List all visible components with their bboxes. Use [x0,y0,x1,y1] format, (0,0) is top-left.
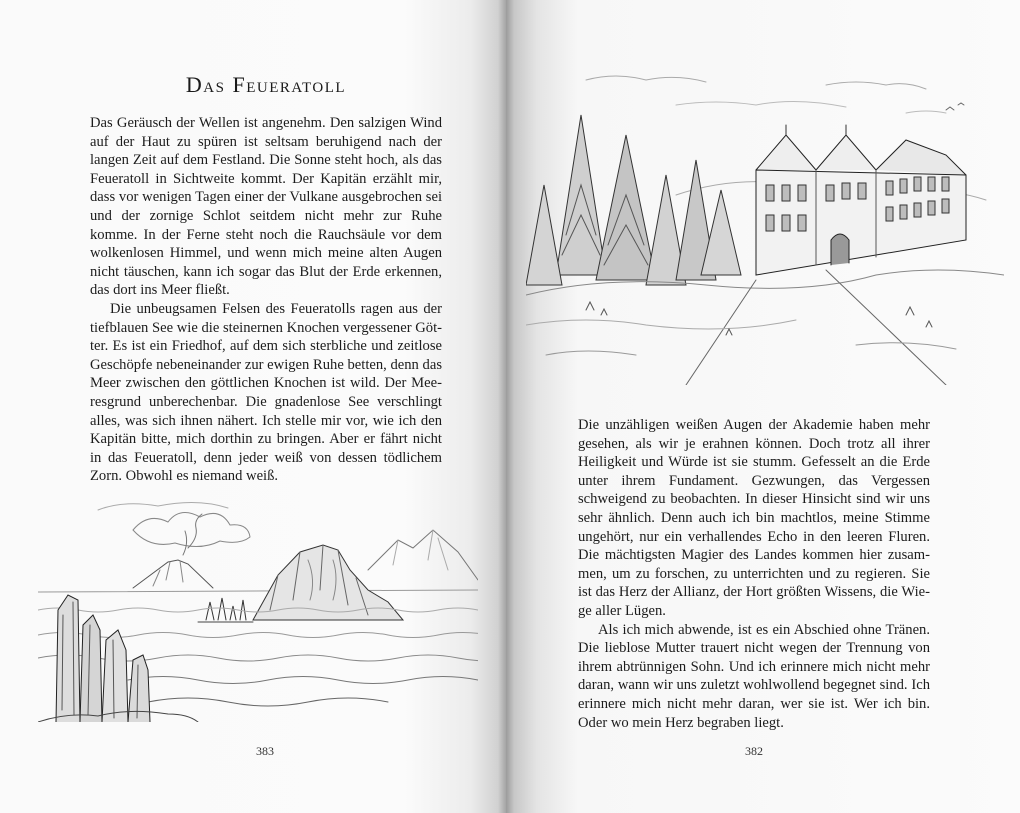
left-page [0,0,506,813]
book-gutter-shadow [498,0,514,813]
paragraph: Das Geräusch der Wellen ist angenehm. Den salzigen Wind auf der Haut zu spüren ist seltsam beruhigend nach der langen Zeit auf dem Festland. Die Sonne steht hoch, als das Feueratoll in Sichtweite kommt. Der Kapitän erzählt mir, dass vor wenigen Tagen einer der Vulkane ausgebrochen sei und der zornige Schlot seitdem nicht mehr zur Ruhe komme. In der Ferne steht noch die Rauchsäule vor dem wolkenlosen Himmel, und wenn mich meine alten Augen nicht täuschen, kann ich sogar das Blut der Erde erkennen, das dort ins Meer fließt. [90,115,442,299]
sea-volcano-illustration [38,490,478,722]
paragraph: Als ich mich abwende, ist es ein Abschied ohne Tränen. Die lieblose Mutter trauert nicht wegen der Trennung von ihrem abtrünnigen Sohn. Und ich erinnere mich nicht mehr daran, wann wir uns zuletzt wohlwollend begegnet sind. Ich erinnere mich nicht mehr daran, wer sie ist. Wer ich bin. Oder wo mein Herz begraben liegt. [578,621,930,731]
right-page-text [578,416,930,732]
academy-illustration [526,65,1004,385]
paragraph: Die unzähligen weißen Augen der Akademie haben mehr gesehen, als wir je erahnen können. Doch trotz all ihrer Heiligkeit und Würde ist sie stumm. Gefesselt an die Erde unter ihrem Fundament. Gezwungen, das Vergessen schweigend zu beobachten. In dieser Hinsicht sind wir uns sehr ähnlich. Denn auch ich bin machtlos, meine Stimme ungehört, nur ein verhallendes Echo in den leeren Fluren. Die mächtigsten Magier des Landes kommen hier zusammen, um zu forschen, zu unterrichten und zu regieren. Sie ist das Herz der Allianz, der Hort größten Wissens, die Wiege aller Lügen. [578,417,930,619]
chapter-title: Das Feueratoll [185,72,347,97]
page-number: 383 [256,744,274,758]
page-number: 382 [745,744,763,758]
paragraph: Die unbeugsamen Felsen des Feueratolls ragen aus der tiefblauen See wie die steinernen Knochen vergessener Götter. Es ist ein Friedhof, auf dem sich sterbliche und zeitlose Geschöpfe nebeneinander zur ewigen Ruhe betten, denn das Meer zwischen den göttlichen Knochen ist wild. Der Meeresgrund unberechenbar. Die gnadenlose See verschlingt alles, was sich ihnen nähert. Ich stelle mir vor, wie ich den Kapitän bitte, mich dorthin zu bringen. Aber er fährt nicht in das Feueratoll, denn jeder weiß von dessen tödlichem Zorn. Obwohl es niemand weiß. [90,300,442,485]
left-page-text [90,114,442,486]
right-page [506,0,1020,813]
